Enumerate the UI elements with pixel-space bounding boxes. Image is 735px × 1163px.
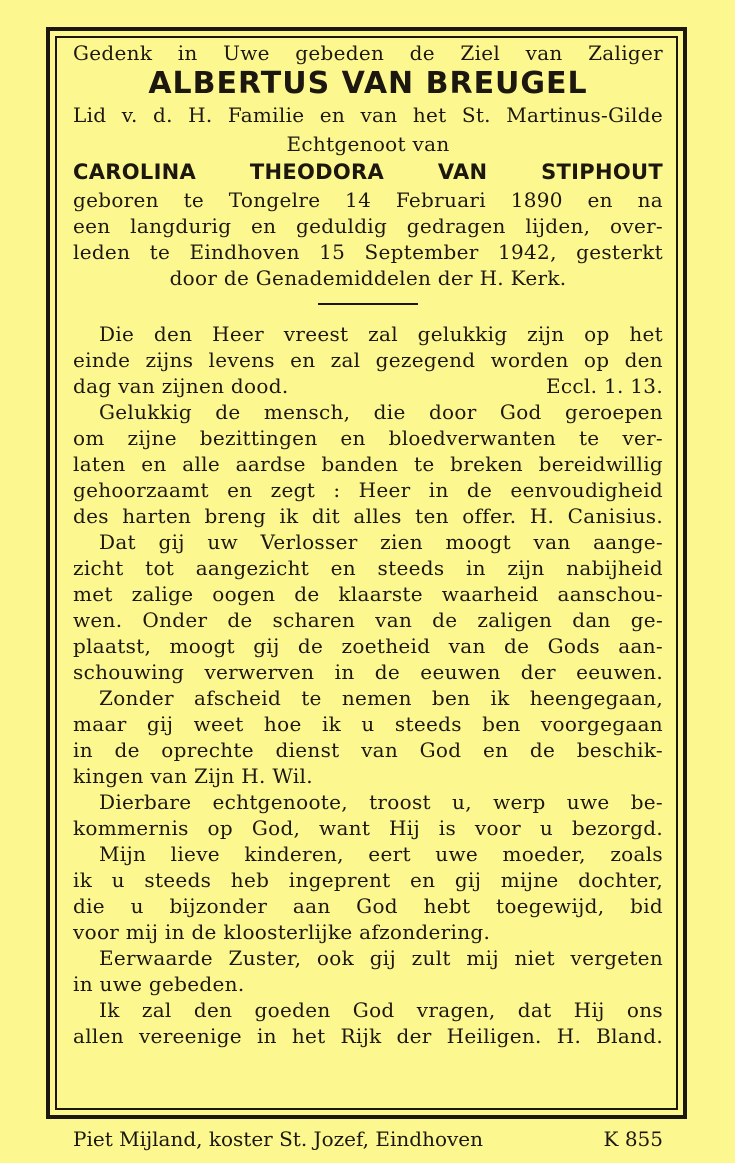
spouse-name: CAROLINA THEODORA VAN STIPHOUT [73, 160, 663, 184]
paragraph-line: schouwing verwerven in de eeuwen der eeuwen. [73, 660, 663, 684]
verse-line: om zijne bezittingen en bloedverwanten te ver- [73, 426, 663, 450]
card-code: K 855 [603, 1127, 663, 1151]
paragraph-line: Mijn lieve kinderen, eert uwe moeder, zoals [99, 842, 663, 866]
paragraph-line: kingen van Zijn H. Wil. [73, 764, 313, 788]
paragraph-line: kommernis op God, want Hij is voor u bezorgd. [73, 816, 663, 840]
bio-line: een langdurig en geduldig gedragen lijden, over- [73, 214, 663, 238]
paragraph-line: Eerwaarde Zuster, ook gij zult mij niet vergeten [99, 946, 663, 970]
printer-credit: Piet Mijland, koster St. Jozef, Eindhoven [73, 1127, 483, 1151]
paragraph-line: zicht tot aangezicht en steeds in zijn nabijheid [73, 556, 663, 580]
spouse-intro: Echtgenoot van [286, 132, 450, 156]
bio-line: door de Genademiddelen der H. Kerk. [169, 266, 567, 290]
paragraph-line: in uwe gebeden. [73, 972, 245, 996]
divider-rule [318, 303, 418, 305]
verse-text: dag van zijnen dood. [73, 374, 289, 398]
paragraph-line: Dierbare echtgenoote, troost u, werp uwe be- [99, 790, 663, 814]
verse-reference: Eccl. 1. 13. [546, 374, 663, 398]
paragraph-line: wen. Onder de scharen van de zaligen dan ge- [73, 608, 663, 632]
verse-line: Die den Heer vreest zal gelukkig zijn op het [99, 322, 663, 346]
bio-line: leden te Eindhoven 15 September 1942, gesterkt [73, 240, 663, 264]
verse-line: des harten breng ik dit alles ten offer. H. Canisius. [73, 504, 663, 528]
paragraph-line: Ik zal den goeden God vragen, dat Hij ons [99, 998, 663, 1022]
verse-last-line [73, 373, 663, 399]
paragraph-line: maar gij weet hoe ik u steeds ben voorgegaan [73, 712, 663, 736]
paragraph-line: plaatst, moogt gij de zoetheid van de Gods aan- [73, 634, 663, 658]
paragraph-line: die u bijzonder aan God hebt toegewijd, bid [73, 894, 663, 918]
verse-line: gehoorzaamt en zegt : Heer in de eenvoudigheid [73, 478, 663, 502]
membership-line: Lid v. d. H. Familie en van het St. Martinus-Gilde [73, 103, 663, 127]
paragraph-line: Dat gij uw Verlosser zien moogt van aange- [99, 530, 663, 554]
paragraph-line: Zonder afscheid te nemen ben ik heengegaan, [99, 686, 663, 710]
paragraph-line: in de oprechte dienst van God en de beschik- [73, 738, 663, 762]
verse-line: Gelukkig de mensch, die door God geroepen [99, 400, 663, 424]
paragraph-line: ik u steeds heb ingeprent en gij mijne dochter, [73, 868, 663, 892]
verse-line: einde zijns levens en zal gezegend worden op den [73, 348, 663, 372]
verse-line: laten en alle aardse banden te breken bereidwillig [73, 452, 663, 476]
bio-line: geboren te Tongelre 14 Februari 1890 en na [73, 188, 663, 212]
paragraph-line: met zalige oogen de klaarste waarheid aanschou- [73, 582, 663, 606]
card-content [73, 40, 663, 1049]
printer-footer [73, 1126, 663, 1152]
deceased-name: ALBERTUS VAN BREUGEL [148, 66, 588, 101]
paragraph-line: allen vereenige in het Rijk der Heiligen. H. Bland. [73, 1024, 663, 1048]
intro-line: Gedenk in Uwe gebeden de Ziel van Zaliger [73, 41, 663, 65]
paragraph-line: voor mij in de kloosterlijke afzondering. [73, 920, 491, 944]
